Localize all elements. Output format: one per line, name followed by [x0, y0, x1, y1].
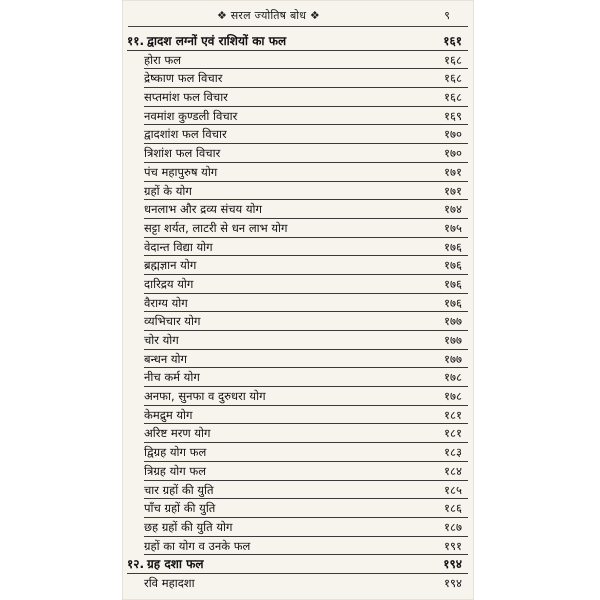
header-divider [128, 26, 468, 27]
toc-entry-row [122, 312, 474, 331]
toc-entry-row [122, 182, 474, 201]
toc-page-number: १६९ [444, 108, 462, 123]
toc-entry-row [122, 256, 474, 275]
toc-chapter-title [127, 32, 286, 50]
toc-entry-title: पाँच ग्रहों की युति [144, 501, 216, 516]
toc-entry-title: द्वादशांश फल विचार [144, 127, 227, 142]
toc-page-number: १९१ [444, 538, 462, 553]
toc-page-number: १८३ [444, 445, 462, 460]
toc-chapter-title [127, 555, 204, 573]
toc-page-number: १६१ [443, 34, 462, 48]
toc-page-number: १८४ [444, 463, 462, 478]
toc-chapter-text: द्वादश लग्नों एवं राशियों का फल [147, 34, 287, 48]
toc-entry-row [122, 144, 474, 163]
toc-entry-title: अरिष्ट मरण योग [144, 426, 211, 441]
toc-entry-title: अनफा, सुनफा व दुरुधरा योग [144, 389, 266, 404]
toc-entry-title: छह ग्रहों की युति योग [144, 519, 233, 534]
toc-entry-title: द्रेष्काण फल विचार [144, 71, 223, 86]
toc-entry-row [122, 294, 474, 313]
toc-page-number: १८७ [444, 519, 462, 534]
toc-entry-row [122, 368, 474, 387]
toc-entry-title: ब्रह्मज्ञान योग [144, 258, 197, 273]
toc-page-number: १७० [444, 127, 462, 142]
toc-page-number: १९४ [444, 575, 462, 590]
toc-entry-row [122, 238, 474, 257]
toc-entry-title: सट्टा शर्यत, लाटरी से धन लाभ योग [144, 220, 288, 235]
toc-entry-row [122, 462, 474, 481]
toc-page-number: १७१ [444, 164, 462, 179]
toc-entry-row [122, 219, 474, 238]
toc-page-number: १८६ [444, 501, 462, 516]
toc-entry-row [122, 499, 474, 518]
toc-entry-title: नीच कर्म योग [144, 370, 200, 385]
toc-page-number: १७७ [444, 351, 462, 366]
toc-page-number: १७८ [444, 370, 462, 385]
toc-page-number: १७६ [444, 276, 462, 291]
toc-entry-row [122, 107, 474, 126]
toc-page-number: १७० [444, 146, 462, 161]
toc-entry-row [122, 537, 474, 556]
toc-entry-title: ग्रहों के योग [144, 183, 192, 198]
toc-entry-row [122, 481, 474, 500]
toc-page-number: १७५ [444, 220, 462, 235]
running-header [122, 4, 474, 24]
toc-entry-title: ग्रहों का योग व उनके फल [144, 538, 251, 553]
toc-entry-row [122, 350, 474, 369]
toc-page-number: १७६ [444, 258, 462, 273]
toc-page-number: १८१ [444, 407, 462, 422]
toc-entry-title: व्यभिचार योग [144, 314, 201, 329]
toc-entry-title: पंच महापुरुष योग [144, 164, 218, 179]
toc-page-number: १६८ [444, 90, 462, 105]
toc-page-number: १६८ [444, 71, 462, 86]
toc-page-number: १७४ [444, 202, 462, 217]
toc-chapter-row [122, 32, 474, 51]
toc-entry-title: वेदान्त विद्या योग [144, 239, 213, 254]
toc-entry-row [122, 331, 474, 350]
toc-chapter-number: १२. [127, 557, 145, 572]
toc-entry-title: त्रिग्रह योग फल [144, 463, 207, 478]
toc-chapter-text: ग्रह दशा फल [147, 557, 204, 572]
toc-entry-row [122, 69, 474, 88]
toc-entry-title: बन्धन योग [144, 351, 187, 366]
toc-entry-row [122, 163, 474, 182]
toc-page-number: १७६ [444, 295, 462, 310]
toc-page-number: १८५ [444, 482, 462, 497]
toc-entry-row [122, 88, 474, 107]
toc-entry-title: होरा फल [144, 52, 182, 67]
toc-entry-row [122, 406, 474, 425]
toc-entry-row [122, 51, 474, 70]
toc-page-number: १८१ [444, 426, 462, 441]
toc-entry-title: चार ग्रहों की युति [144, 482, 214, 497]
toc-entry-row [122, 574, 474, 593]
toc-entry-title: द्विग्रह योग फल [144, 445, 207, 460]
table-of-contents [122, 32, 474, 593]
toc-entry-row [122, 125, 474, 144]
toc-entry-title: त्रिशांश फल विचार [144, 146, 221, 161]
toc-page-number: १७६ [444, 239, 462, 254]
toc-entry-row [122, 443, 474, 462]
toc-chapter-row [122, 555, 474, 574]
toc-entry-title: दारिद्रय योग [144, 276, 194, 291]
toc-entry-title: धनलाभ और द्रव्य संचय योग [144, 202, 262, 217]
toc-entry-row [122, 424, 474, 443]
toc-page-number: १९४ [443, 557, 462, 572]
toc-entry-title: रवि महादशा [144, 575, 195, 590]
book-page [122, 0, 474, 600]
toc-entry-title: चोर योग [144, 333, 179, 347]
toc-entry-title: वैराग्य योग [144, 295, 188, 310]
toc-page-number: १७८ [444, 389, 462, 404]
toc-page-number: १७१ [444, 183, 462, 198]
toc-page-number: १७७ [444, 314, 462, 329]
toc-entry-title: सप्तमांश फल विचार [144, 90, 228, 105]
header-title: ❖ सरल ज्योतिष बोध ❖ [217, 9, 320, 22]
toc-page-number: १६८ [444, 52, 462, 67]
toc-page-number: १७७ [444, 333, 462, 347]
header-page-number: ९ [444, 9, 450, 22]
toc-entry-title: नवमांश कुण्डली विचार [144, 108, 238, 123]
toc-chapter-number: ११. [127, 34, 145, 48]
toc-entry-row [122, 200, 474, 219]
toc-entry-row [122, 518, 474, 537]
toc-entry-title: केमद्रुम योग [144, 407, 193, 422]
toc-entry-row [122, 387, 474, 406]
toc-entry-row [122, 275, 474, 294]
